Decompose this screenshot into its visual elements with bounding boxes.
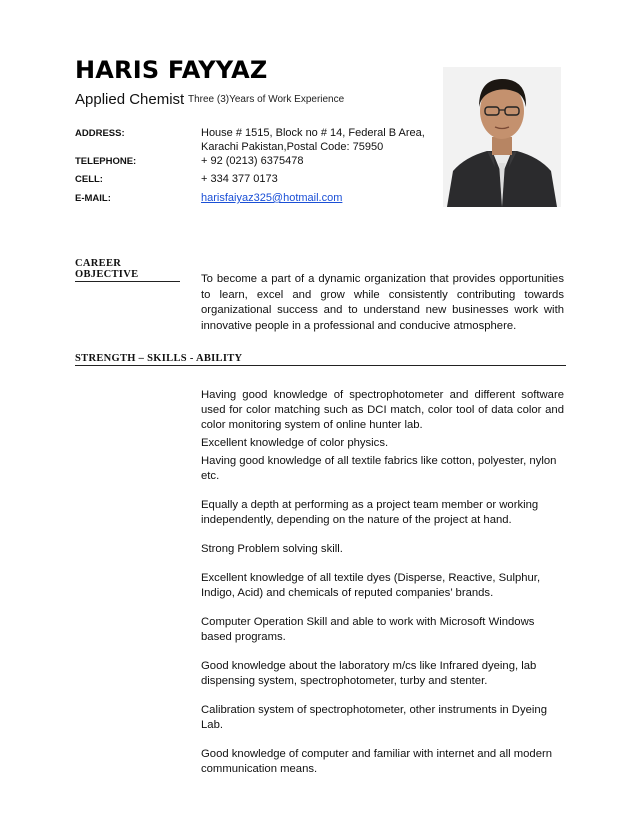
- telephone-label: TELEPHONE:: [75, 156, 137, 167]
- skill-item: Having good knowledge of spectrophotometer and different software used for color matching such as DCI match, color tool of data color and color monitoring system of online hunter lab.: [201, 389, 564, 431]
- skill-item: Excellent knowledge of all textile dyes (Disperse, Reactive, Sulphur, Indigo, Acid) and chemicals of reputed companies’ brands.: [201, 572, 541, 599]
- skills-list: [201, 388, 564, 777]
- candidate-role: Applied Chemist: [75, 91, 185, 108]
- candidate-name: HARIS FAYYAZ: [75, 56, 268, 84]
- skill-item: Good knowledge about the laboratory m/cs like Infrared dyeing, lab dispensing system, spectrophotometer, turby and stenter.: [201, 660, 537, 687]
- address-label: ADDRESS:: [75, 128, 125, 139]
- skill-item: Equally a depth at performing as a project team member or working independently, depending on the nature of the project at hand.: [201, 499, 539, 526]
- telephone-value: + 92 (0213) 6375478: [201, 155, 304, 167]
- experience-summary: Three (3)Years of Work Experience: [188, 94, 345, 105]
- skill-item: Good knowledge of computer and familiar with internet and all modern communication means.: [201, 748, 553, 775]
- address-line-2: Karachi Pakistan,Postal Code: 75950: [201, 141, 384, 153]
- skill-item: Excellent knowledge of color physics.: [201, 437, 389, 449]
- cell-label: CELL:: [75, 174, 103, 185]
- cell-value: + 334 377 0173: [201, 173, 278, 185]
- email-link[interactable]: harisfaiyaz325@hotmail.com: [201, 192, 343, 204]
- career-objective-heading: CAREER OBJECTIVE: [75, 258, 180, 282]
- skill-item: Calibration system of spectrophotometer, other instruments in Dyeing Lab.: [201, 704, 547, 731]
- email-label: E-MAIL:: [75, 193, 111, 204]
- skills-heading: STRENGTH – SKILLS - ABILITY: [75, 353, 566, 366]
- profile-photo: [443, 67, 561, 207]
- skill-item: Strong Problem solving skill.: [201, 543, 343, 555]
- address-line-1: House # 1515, Block no # 14, Federal B Area,: [201, 127, 425, 139]
- portrait-image: [443, 67, 561, 207]
- skill-item: Having good knowledge of all textile fabrics like cotton, polyester, nylon etc.: [201, 455, 557, 482]
- career-objective-text: To become a part of a dynamic organization that provides opportunities to learn, excel and grow while consistently contributing towards organizational success and to understand new businesses work with innovative people in a professional and conducive atmosphere.: [201, 273, 564, 332]
- skill-item: Computer Operation Skill and able to work with Microsoft Windows based programs.: [201, 616, 535, 643]
